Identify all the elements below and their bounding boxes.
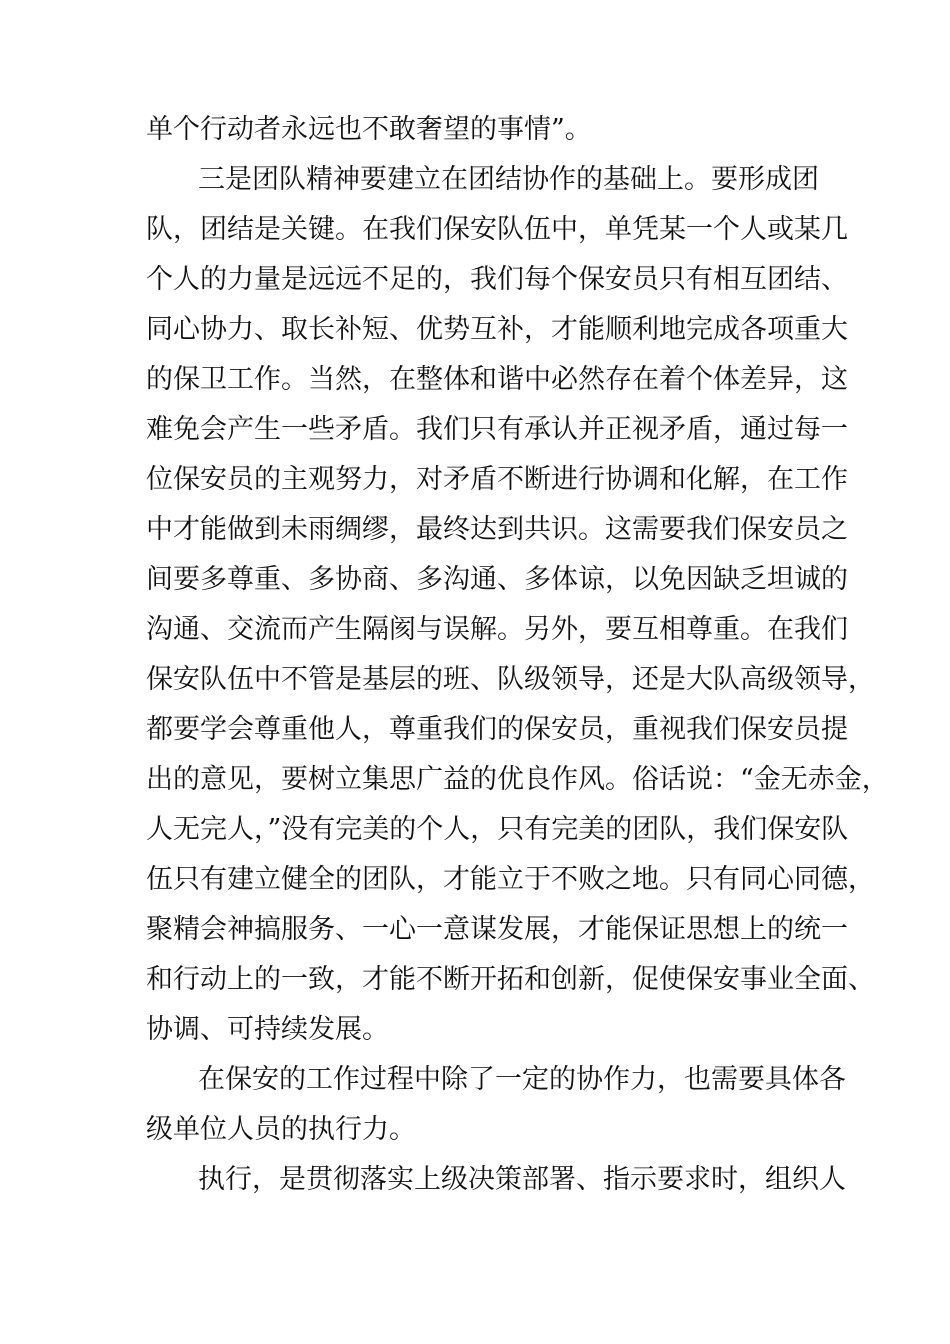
- text-line: 人无完人，”没有完美的个人，只有完美的团队，我们保安队: [146, 814, 849, 845]
- text-line: 出的意见，要树立集思广益的优良作风。俗话说：“金无赤金，: [146, 764, 889, 795]
- text-line: 伍只有建立健全的团队，才能立于不败之地。只有同心同德，: [146, 864, 875, 895]
- text-line: 协调、可持续发展。: [146, 1014, 389, 1045]
- text-line: 保安队伍中不管是基层的班、队级领导，还是大队高级领导，: [146, 664, 875, 695]
- text-line: 个人的力量是远远不足的，我们每个保安员只有相互团结、: [146, 264, 848, 295]
- paragraph-start-line: 在保安的工作过程中除了一定的协作力，也需要具体各: [198, 1064, 846, 1095]
- text-line: 单个行动者永远也不敢奢望的事情”。: [146, 114, 592, 145]
- text-line: 间要多尊重、多协商、多沟通、多体谅，以免因缺乏坦诚的: [146, 564, 848, 595]
- paragraph-start-line: 执行，是贯彻落实上级决策部署、指示要求时，组织人: [198, 1164, 846, 1195]
- text-line: 难免会产生一些矛盾。我们只有承认并正视矛盾，通过每一: [146, 414, 848, 445]
- text-line: 都要学会尊重他人，尊重我们的保安员，重视我们保安员提: [146, 714, 848, 745]
- paragraph-start-line: 三是团队精神要建立在团结协作的基础上。要形成团: [198, 164, 819, 195]
- text-line: 聚精会神搞服务、一心一意谋发展，才能保证思想上的统一: [146, 914, 848, 945]
- text-line: 沟通、交流而产生隔阂与误解。另外，要互相尊重。在我们: [146, 614, 848, 645]
- text-line: 位保安员的主观努力，对矛盾不断进行协调和化解，在工作: [146, 464, 848, 495]
- text-line: 的保卫工作。当然，在整体和谐中必然存在着个体差异，这: [146, 364, 848, 395]
- text-line: 中才能做到未雨绸缪，最终达到共识。这需要我们保安员之: [146, 514, 848, 545]
- text-line: 和行动上的一致，才能不断开拓和创新，促使保安事业全面、: [146, 964, 875, 995]
- text-line: 级单位人员的执行力。: [146, 1114, 416, 1145]
- text-line: 队，团结是关键。在我们保安队伍中，单凭某一个人或某几: [146, 214, 848, 245]
- text-line: 同心协力、取长补短、优势互补，才能顺利地完成各项重大: [146, 314, 848, 345]
